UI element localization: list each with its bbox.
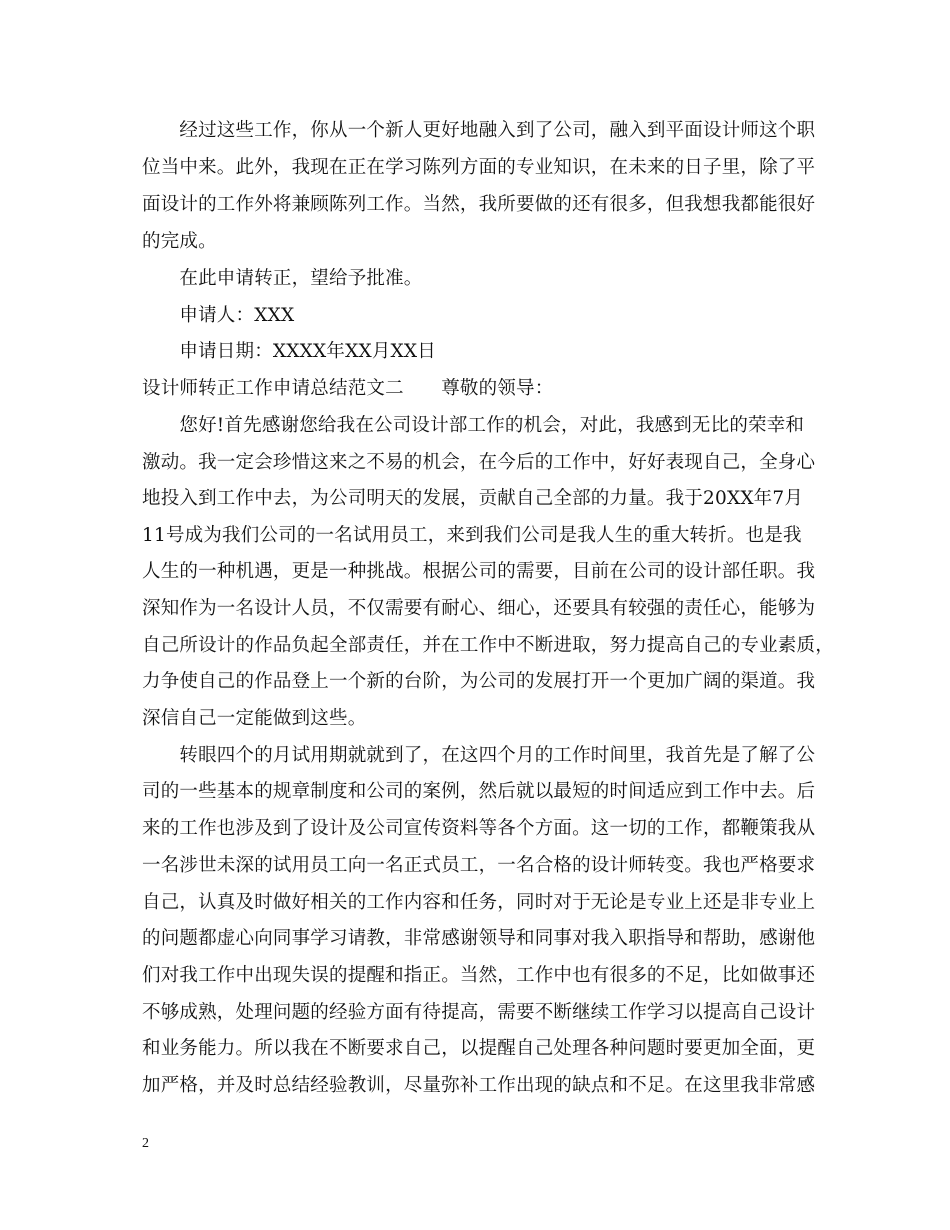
text-line: 11号成为我们公司的一名试用员工，来到我们公司是我人生的重大转折。也是我	[142, 525, 802, 546]
text-line: 地投入到工作中去，为公司明天的发展，贡献自己全部的力量。我于20XX年7月	[142, 488, 804, 509]
text-line: 们对我工作中出现失误的提醒和指正。当然，工作中也有很多的不足，比如做事还	[142, 965, 816, 986]
page-number: 2	[142, 1136, 149, 1151]
text-line: 来的工作也涉及到了设计及公司宣传资料等各个方面。这一切的工作，都鞭策我从	[142, 818, 816, 839]
section-heading: 设计师转正工作申请总结范文二 尊敬的领导：	[142, 378, 554, 399]
text-line: 自己所设计的作品负起全部责任，并在工作中不断进取，努力提高自己的专业素质，	[142, 635, 834, 656]
text-line: 的问题都虚心向同事学习请教，非常感谢领导和同事对我入职指导和帮助，感谢他	[142, 928, 816, 949]
text-line: 和业务能力。所以我在不断要求自己，以提醒自己处理各种问题时要更加全面，更	[142, 1038, 816, 1059]
text-line: 激动。我一定会珍惜这来之不易的机会，在今后的工作中，好好表现自己，全身心	[142, 452, 816, 473]
text-line: 人生的一种机遇，更是一种挑战。根据公司的需要，目前在公司的设计部任职。我	[142, 561, 816, 582]
text-line: 在此申请转正，望给予批准。	[142, 268, 423, 289]
text-line: 自己，认真及时做好相关的工作内容和任务，同时对于无论是专业上还是非专业上	[142, 892, 816, 913]
text-line: 您好!首先感谢您给我在公司设计部工作的机会，对此，我感到无比的荣幸和	[142, 415, 805, 436]
text-line: 经过这些工作，你从一个新人更好地融入到了公司，融入到平面设计师这个职	[142, 120, 816, 141]
applicant-line: 申请人：XXX	[142, 305, 295, 326]
text-line: 深知作为一名设计人员，不仅需要有耐心、细心，还要具有较强的责任心，能够为	[142, 598, 816, 619]
text-line: 的完成。	[142, 231, 217, 252]
text-line: 一名涉世未深的试用员工向一名正式员工，一名合格的设计师转变。我也严格要求	[142, 855, 816, 876]
text-line: 不够成熟，处理问题的经验方面有待提高，需要不断继续工作学习以提高自己设计	[142, 1002, 816, 1023]
application-date-line: 申请日期：XXXX年XX月XX日	[142, 341, 436, 362]
text-line: 司的一些基本的规章制度和公司的案例，然后就以最短的时间适应到工作中去。后	[142, 781, 816, 802]
text-line: 深信自己一定能做到这些。	[142, 708, 367, 729]
text-line: 加严格，并及时总结经验教训，尽量弥补工作出现的缺点和不足。在这里我非常感	[142, 1075, 816, 1096]
text-line: 力争使自己的作品登上一个新的台阶，为公司的发展打开一个更加广阔的渠道。我	[142, 671, 816, 692]
text-line: 面设计的工作外将兼顾陈列工作。当然，我所要做的还有很多，但我想我都能很好	[142, 194, 816, 215]
text-line: 位当中来。此外，我现在正在学习陈列方面的专业知识，在未来的日子里，除了平	[142, 157, 816, 178]
text-line: 转眼四个的月试用期就就到了，在这四个月的工作时间里，我首先是了解了公	[142, 745, 816, 766]
